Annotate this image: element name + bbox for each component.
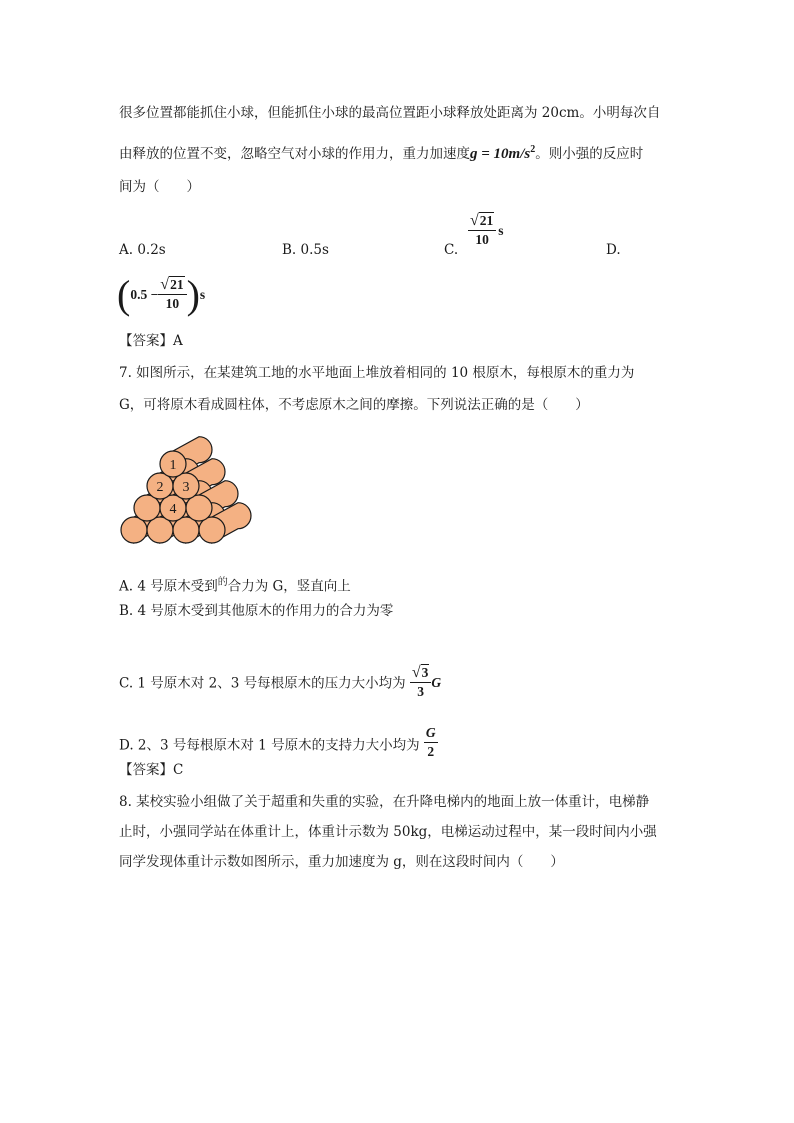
q6-line-2 xyxy=(119,140,643,164)
gravity-formula: $g = 10m/s^2$ xyxy=(470,144,536,162)
q6-option-b: B. 0.5s xyxy=(282,242,329,258)
q7-line-1: 7. 如图所示，在某建筑工地的水平地面上堆放着相同的 10 根原木，每根原木的重力为 xyxy=(119,365,635,381)
q6-line-2-tail: 。则小强的反应时 xyxy=(535,146,644,162)
q7-option-d: D. 2、3 号每根原木对 1 号原木的支持力大小均为 $\frac{G}{2}$ xyxy=(119,725,436,759)
q6-option-a: A. 0.2s xyxy=(119,242,166,258)
q7-answer: 【答案】C xyxy=(119,762,184,778)
q6-option-d-expr: (0.5 − √ 21 10 )s xyxy=(117,271,206,317)
log-label: 1 xyxy=(169,458,177,473)
q6-line-3: 间为（ ） xyxy=(119,179,200,195)
q7-option-a: A. 4 号原木受到$^的$合力为 G，竖直向上 xyxy=(119,577,351,595)
q6-option-d-label: D. xyxy=(606,242,621,258)
log-label: 3 xyxy=(182,480,190,495)
log-label: 2 xyxy=(156,480,164,495)
q6-option-c-label: C. xyxy=(444,242,459,258)
q6-answer: 【答案】A xyxy=(119,333,183,349)
q7-line-2: G，可将原木看成圆柱体，不考虑原木之间的摩擦。下列说法正确的是（ ） xyxy=(119,397,589,413)
q8-line-1: 8. 某校实验小组做了关于超重和失重的实验，在升降电梯内的地面上放一体重计，电梯静 xyxy=(119,794,650,810)
log-pile-figure xyxy=(116,425,256,555)
q6-line-1: 很多位置都能抓住小球，但能抓住小球的最高位置距小球释放处距离为 20cm。小明每次自 xyxy=(119,105,661,121)
q6-option-c-expr: √ 21 10 s xyxy=(470,212,504,247)
q6-line-2-text: 由释放的位置不变，忽略空气对小球的作用力，重力加速度 xyxy=(119,146,470,162)
q7-option-c: C. 1 号原木对 2、3 号每根原木的压力大小均为 √ 3 3 G xyxy=(119,664,442,699)
q7-option-b: B. 4 号原木受到其他原木的作用力的合力为零 xyxy=(119,603,394,619)
q8-line-3: 同学发现体重计示数如图所示，重力加速度为 g，则在这段时间内（ ） xyxy=(119,854,564,870)
log-label: 4 xyxy=(169,502,177,517)
q8-line-2: 止时，小强同学站在体重计上，体重计示数为 50kg，电梯运动过程中，某一段时间内小强 xyxy=(119,824,657,840)
